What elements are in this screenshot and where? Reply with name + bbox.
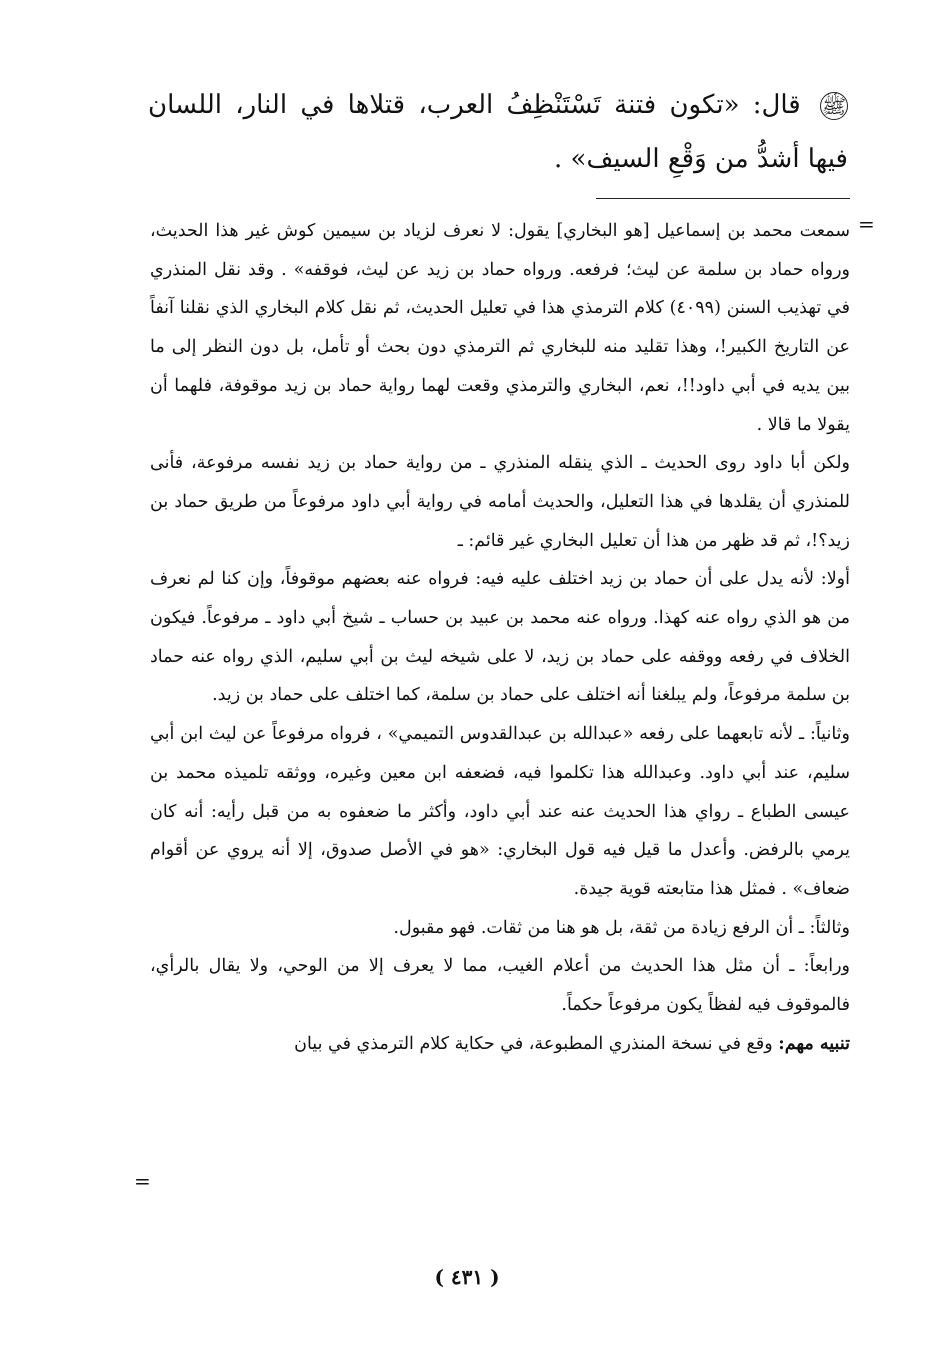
- important-note-label: تنبيه مهم:: [778, 1033, 850, 1054]
- page-number: ( ٤٣١ ): [434, 1265, 500, 1289]
- footnote-paragraph: ورابعاً: ـ أن مثل هذا الحديث من أعلام الغيب، مما لا يعرف إلا من الوحي، ولا يقال بالرأي، فالموقوف فيه لفظاً يكون مرفوعاً حكماً.: [150, 956, 850, 1016]
- hadith-text: قال: «تكون فتنة تَسْتَنْظِفُ العرب، قتلاها في النار، اللسان فيها أشدُّ من وَقْعِ السيف» .: [148, 90, 848, 174]
- main-text: [148, 78, 848, 186]
- important-note-text: وقع في نسخة المنذري المطبوعة، في حكاية كلام الترمذي في بيان: [294, 1033, 773, 1054]
- continuation-marker-top: =: [858, 212, 875, 236]
- footnote-paragraph: ولكن أبا داود روى الحديث ـ الذي ينقله المنذري ـ من رواية حماد بن زيد نفسه مرفوعة، فأنى للمنذري أن يقلدها في هذا التعليل، والحديث أمامه في رواية أبي داود مرفوعاً من طريق حماد بن زيد؟!، ثم قد ظهر من هذا أن تعليل البخاري غير قائم: ـ: [150, 453, 850, 551]
- continuation-marker-bottom: =: [134, 1169, 151, 1193]
- salawat-honorific: ﷺ: [821, 94, 847, 118]
- important-note: [150, 1025, 850, 1064]
- footnote-paragraph: سمعت محمد بن إسماعيل [هو البخاري] يقول: لا نعرف لزياد بن سيمين كوش غير هذا الحديث، ورواه حماد بن سلمة عن ليث؛ فرفعه. ورواه حماد بن زيد عن ليث، فوقفه» . وقد نقل المنذري في تهذيب السنن (٤٠٩٩) كلام الترمذي هذا في تعليل الحديث، ثم نقل كلام البخاري الذي نقلنا آنفاً عن التاريخ الكبير!، وهذا تقليد منه للبخاري ثم الترمذي دون بحث أو تأمل، بل دون النظر إلى ما بين يديه في أبي داود!!، نعم، البخاري والترمذي وقعت لهما رواية حماد بن زيد موقوفة، فلهما أن يقولا ما قالا .: [150, 221, 850, 435]
- main-paragraph: [148, 78, 848, 186]
- footnote-divider: [596, 198, 850, 199]
- footnote-paragraph: وثانياً: ـ لأنه تابعهما على رفعه «عبدالله بن عبدالقدوس التميمي» ، فرواه مرفوعاً عن ليث ابن أبي سليم، عند أبي داود. وعبدالله هذا تكلموا فيه، فضعفه ابن معين وغيره، ووثقه تلميذه محمد بن عيسى الطباع ـ رواي هذا الحديث عنه عند أبي داود، وأكثر ما ضعفوه به من قبل رأيه: أنه كان يرمي بالرفض. وأعدل ما قيل فيه قول البخاري: «هو في الأصل صدوق، إلا أنه يروي عن أقوام ضعاف» . فمثل هذا متابعته قوية جيدة.: [150, 724, 850, 899]
- footnote-paragraph: وثالثاً: ـ أن الرفع زيادة من ثقة، بل هو هنا من ثقات. فهو مقبول.: [393, 917, 850, 938]
- footnote-section: [150, 212, 850, 1063]
- footnote-paragraph: أولا: لأنه يدل على أن حماد بن زيد اختلف عليه فيه: فرواه عنه بعضهم موقوفاً، وإن كنا لم نعرف من هو الذي رواه عنه كهذا. ورواه عنه محمد بن عبيد بن حساب ـ شيخ أبي داود ـ مرفوعاً. فيكون الخلاف في رفعه ووقفه على حماد بن زيد، لا على شيخه ليث بن أبي سليم، الذي رواه عنه حماد بن سلمة مرفوعاً، ولم يبلغنا أنه اختلف على حماد بن سلمة، كما اختلف على حماد بن زيد.: [150, 569, 850, 706]
